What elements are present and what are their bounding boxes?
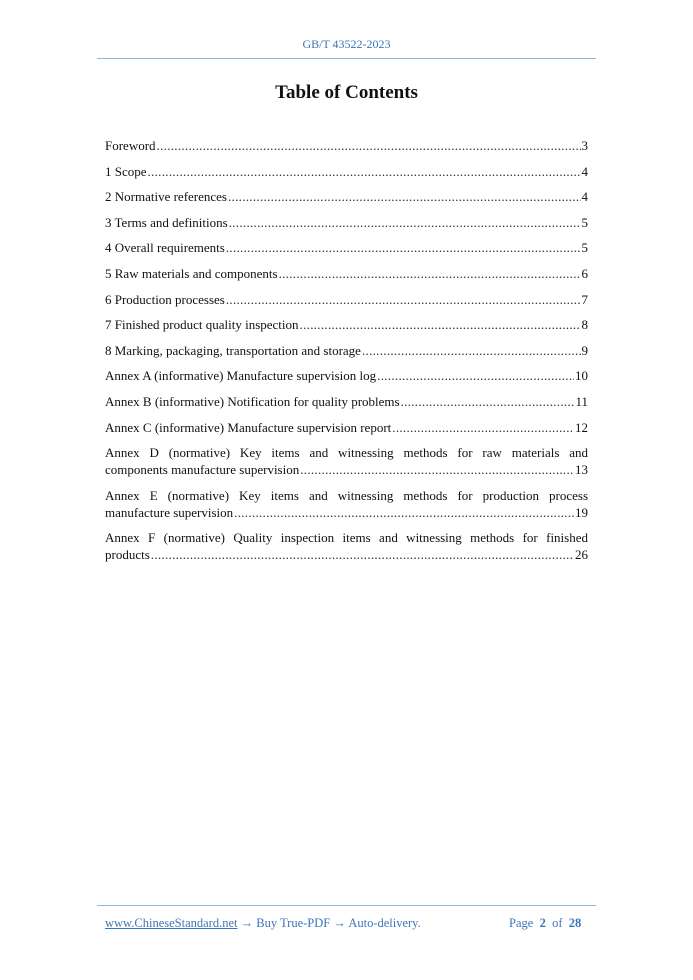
toc-entry-title: 1 Scope	[105, 163, 147, 179]
toc-entry-title: Annex A (informative) Manufacture supervision log	[105, 368, 377, 384]
toc-entry-marking-packaging[interactable]	[105, 342, 588, 359]
toc-leader-dots	[226, 239, 581, 256]
toc-entry-page: 7	[581, 291, 588, 307]
toc-leader-dots	[148, 163, 581, 180]
toc-entry-page: 9	[581, 342, 588, 358]
page-of: of	[552, 916, 563, 930]
toc-entry-terms-definitions[interactable]	[105, 214, 588, 231]
toc-entry-title-line2: products	[105, 547, 150, 563]
page-title: Table of Contents	[275, 82, 418, 103]
toc-entry-page: 11	[575, 393, 588, 409]
toc-entry-annex-f[interactable]	[105, 529, 588, 563]
toc-entry-title: 2 Normative references	[105, 189, 227, 205]
arrow-right-icon: →	[240, 916, 254, 930]
toc-entry-title: Foreword	[105, 138, 156, 153]
toc-entry-normative-references[interactable]	[105, 188, 588, 205]
toc-leader-dots	[401, 393, 575, 410]
toc-leader-dots	[392, 419, 574, 436]
toc-entry-page: 4	[581, 163, 588, 179]
toc-leader-dots	[229, 214, 581, 231]
toc-entry-page: 10	[575, 368, 588, 384]
toc-entry-annex-e[interactable]	[105, 487, 588, 521]
toc-entry-page: 5	[581, 214, 588, 230]
toc-entry-title-line1: Annex F (normative) Quality inspection items and witnessing methods for finished	[105, 530, 588, 546]
toc-entry-page: 19	[575, 504, 588, 520]
toc-entry-title-line1: Annex D (normative) Key items and witnessing methods for raw materials and	[105, 445, 588, 461]
toc-entry-page: 26	[575, 547, 588, 563]
toc-entry-page: 4	[581, 189, 588, 205]
toc-entry-title: 8 Marking, packaging, transportation and storage	[105, 342, 361, 358]
header-divider	[97, 58, 596, 59]
arrow-right-icon: →	[333, 916, 346, 930]
toc-entry-raw-materials[interactable]	[105, 265, 588, 282]
footer-links	[105, 916, 421, 931]
toc-entry-annex-d[interactable]	[105, 444, 588, 478]
page-current: 2	[539, 916, 546, 930]
toc-leader-dots	[226, 291, 581, 308]
toc-entry-title: 3 Terms and definitions	[105, 214, 228, 230]
toc-entry-production-processes[interactable]	[105, 291, 588, 308]
toc-entry-page: 8	[581, 317, 588, 333]
toc-entry-title: Annex B (informative) Notification for quality problems	[105, 393, 400, 409]
toc-leader-dots	[300, 461, 574, 478]
toc-entry-title: 6 Production processes	[105, 291, 225, 307]
toc-entry-title: 4 Overall requirements	[105, 240, 225, 256]
toc-entry-annex-c[interactable]	[105, 419, 588, 436]
toc-entry-title: Annex C (informative) Manufacture supervision report	[105, 419, 392, 435]
toc-entry-title: 7 Finished product quality inspection	[105, 317, 299, 333]
table-of-contents	[105, 137, 588, 572]
page-label: Page	[509, 916, 534, 930]
toc-leader-dots	[279, 265, 581, 282]
toc-leader-dots	[377, 367, 574, 384]
page-number	[509, 916, 581, 931]
auto-delivery-text: Auto-delivery.	[348, 916, 421, 930]
toc-entry-page: 13	[575, 462, 588, 478]
toc-entry-page: 6	[581, 265, 588, 281]
toc-entry-annex-b[interactable]	[105, 393, 588, 410]
toc-leader-dots	[362, 342, 581, 359]
page-total: 28	[568, 916, 582, 930]
toc-leader-dots	[157, 137, 581, 154]
toc-entry-page: 12	[575, 419, 588, 435]
toc-entry-foreword[interactable]	[105, 137, 588, 154]
toc-entry-overall-requirements[interactable]	[105, 239, 588, 256]
header-doc-code: GB/T 43522-2023	[302, 37, 391, 51]
toc-entry-page: 3	[581, 138, 588, 153]
toc-entry-annex-a[interactable]	[105, 367, 588, 384]
toc-leader-dots	[234, 504, 574, 521]
footer-divider	[97, 905, 596, 906]
toc-entry-title: 5 Raw materials and components	[105, 265, 278, 281]
toc-leader-dots	[151, 546, 574, 563]
toc-entry-title-line2: manufacture supervision	[105, 504, 234, 520]
website-link[interactable]: www.ChineseStandard.net	[105, 916, 238, 930]
toc-leader-dots	[228, 188, 581, 205]
buy-pdf-link[interactable]: Buy True-PDF	[256, 916, 331, 930]
toc-entry-finished-product-inspection[interactable]	[105, 316, 588, 333]
toc-entry-title-line2: components manufacture supervision	[105, 462, 300, 478]
toc-leader-dots	[300, 316, 581, 333]
toc-entry-page: 5	[581, 240, 588, 256]
toc-entry-scope[interactable]	[105, 163, 588, 180]
toc-entry-title-line1: Annex E (normative) Key items and witnessing methods for production process	[105, 487, 588, 503]
